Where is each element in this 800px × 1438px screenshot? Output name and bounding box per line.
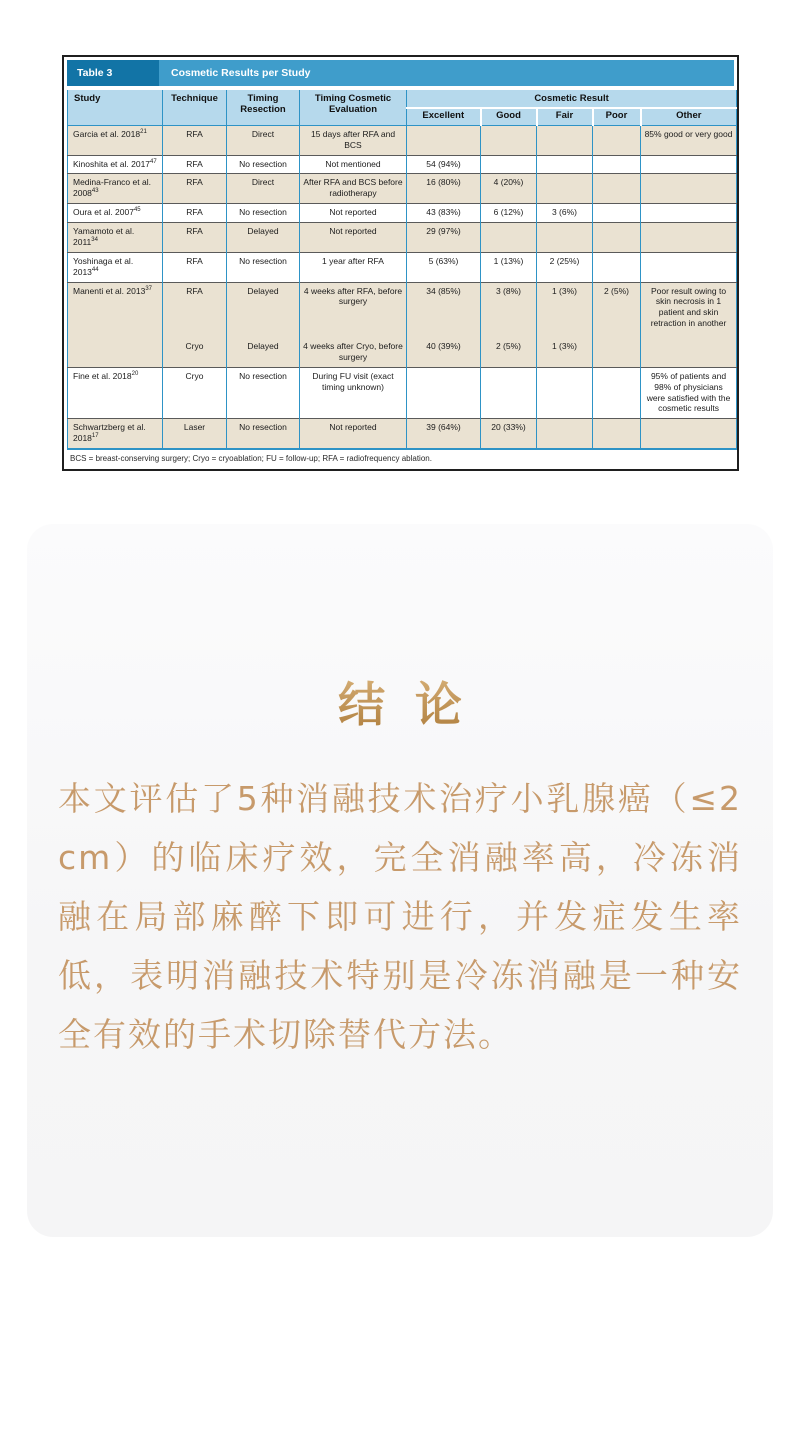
table-cell: Kinoshita et al. 2017$^{47}$	[68, 155, 163, 174]
table-title: Cosmetic Results per Study	[159, 60, 734, 86]
table-cell: Garcia et al. 2018$^{21}$	[68, 125, 163, 155]
table-cell: 54 (94%)	[407, 155, 481, 174]
table-header	[68, 90, 737, 125]
table-cell	[593, 338, 641, 367]
table-cell: No resection	[227, 204, 300, 223]
table-cell: RFA	[163, 125, 227, 155]
table-cell: 6 (12%)	[481, 204, 537, 223]
table-cell	[593, 174, 641, 204]
col-header-timing-evaluation: Timing Cosmetic Evaluation	[300, 90, 407, 125]
table-cell: RFA	[163, 155, 227, 174]
table-cell	[537, 419, 593, 449]
table-cell: Fine et al. 2018$^{20}$	[68, 367, 163, 419]
col-header-good: Good	[481, 108, 537, 125]
table-cell: During FU visit (exact timing unknown)	[300, 367, 407, 419]
table-cell: RFA	[163, 223, 227, 253]
table-cell: Medina-Franco et al. 2008$^{43}$	[68, 174, 163, 204]
table-cell: 15 days after RFA and BCS	[300, 125, 407, 155]
table-cell: 40 (39%)	[407, 338, 481, 367]
table-cell: Oura et al. 2007$^{45}$	[68, 204, 163, 223]
table-cell	[593, 419, 641, 449]
table-cell	[481, 223, 537, 253]
table-cell	[593, 367, 641, 419]
table-number-label: Table 3	[67, 60, 159, 86]
table-cell: Not reported	[300, 204, 407, 223]
reference-superscript: 21	[140, 129, 147, 136]
table-cell: No resection	[227, 419, 300, 449]
table-cell	[537, 125, 593, 155]
table-row	[68, 155, 737, 174]
table-cell	[481, 367, 537, 419]
table-cell: 39 (64%)	[407, 419, 481, 449]
table-cell	[537, 174, 593, 204]
table-cell: Schwartzberg et al. 2018$^{17}$	[68, 419, 163, 449]
table-cell: Manenti et al. 2013$^{37}$	[68, 282, 163, 367]
table-cell: Poor result owing to skin necrosis in 1 patient and skin retraction in another	[641, 282, 737, 367]
table-cell: Cryo	[163, 338, 227, 367]
table-row	[68, 125, 737, 155]
col-header-timing-resection: Timing Resection	[227, 90, 300, 125]
table-row	[68, 204, 737, 223]
col-header-fair: Fair	[537, 108, 593, 125]
table-cell: No resection	[227, 367, 300, 419]
table-row	[68, 174, 737, 204]
table-cell: RFA	[163, 204, 227, 223]
table-cell: 85% good or very good	[641, 125, 737, 155]
table-row	[68, 282, 737, 338]
table-cell: Delayed	[227, 223, 300, 253]
table-cell	[641, 223, 737, 253]
table-cell: 20 (33%)	[481, 419, 537, 449]
table-cell: 2 (5%)	[481, 338, 537, 367]
table-cell: 2 (25%)	[537, 252, 593, 282]
table-cell: RFA	[163, 174, 227, 204]
table-cell: After RFA and BCS before radiotherapy	[300, 174, 407, 204]
table-cell	[407, 367, 481, 419]
table-cell: 29 (97%)	[407, 223, 481, 253]
table-footnote: BCS = breast-conserving surgery; Cryo = cryoablation; FU = follow-up; RFA = radiofrequency ablation.	[70, 454, 432, 464]
table-cell: 1 (13%)	[481, 252, 537, 282]
table-cell	[593, 252, 641, 282]
table-cell: 4 (20%)	[481, 174, 537, 204]
table-cell: Direct	[227, 174, 300, 204]
table-cell	[481, 125, 537, 155]
table-cell: 16 (80%)	[407, 174, 481, 204]
conclusion-heading: 结 论	[0, 668, 800, 735]
col-header-other: Other	[641, 108, 737, 125]
table-cell: No resection	[227, 252, 300, 282]
table-row	[68, 223, 737, 253]
table-cell: RFA	[163, 252, 227, 282]
table-row	[68, 419, 737, 449]
table-row	[68, 338, 737, 367]
table-cell: Not mentioned	[300, 155, 407, 174]
table-cell: Direct	[227, 125, 300, 155]
table-cell: Yamamoto et al. 2011$^{34}$	[68, 223, 163, 253]
table-cell: 1 (3%)	[537, 282, 593, 338]
table-cell: RFA	[163, 282, 227, 338]
table-row	[68, 367, 737, 419]
reference-superscript: 20	[131, 371, 139, 378]
reference-superscript: 44	[91, 266, 99, 273]
table-cell: 95% of patients and 98% of physicians were satisfied with the cosmetic results	[641, 367, 737, 419]
table-body	[68, 125, 737, 449]
study-table-frame	[62, 55, 739, 471]
table-cell	[641, 174, 737, 204]
table-cell	[537, 155, 593, 174]
table-cell: Yoshinaga et al. 2013$^{44}$	[68, 252, 163, 282]
table-cell	[641, 419, 737, 449]
table-cell: 5 (63%)	[407, 252, 481, 282]
table-cell	[593, 223, 641, 253]
table-cell	[537, 223, 593, 253]
reference-superscript: 47	[150, 158, 157, 165]
reference-superscript: 43	[91, 188, 99, 195]
col-header-cosmetic-result: Cosmetic Result	[407, 90, 737, 108]
table-cell	[537, 367, 593, 419]
conclusion-paragraph: 本文评估了5种消融技术治疗小乳腺癌（≤2 cm）的临床疗效，完全消融率高，冷冻消融在局部麻醉下即可进行，并发症发生率低，表明消融技术特别是冷冻消融是一种安全有效的手术切除替代方法。	[58, 779, 742, 1054]
table-cell: 4 weeks after RFA, before surgery	[300, 282, 407, 338]
table-cell: 1 (3%)	[537, 338, 593, 367]
table-cell: Delayed	[227, 282, 300, 338]
table-cell: 3 (6%)	[537, 204, 593, 223]
table-cell: Cryo	[163, 367, 227, 419]
table-cell	[641, 204, 737, 223]
table-cell: 4 weeks after Cryo, before surgery	[300, 338, 407, 367]
table-cell: Not reported	[300, 223, 407, 253]
table-cell: Laser	[163, 419, 227, 449]
col-header-study: Study	[68, 90, 163, 125]
reference-superscript: 45	[133, 207, 141, 214]
col-header-technique: Technique	[163, 90, 227, 125]
table-cell	[481, 155, 537, 174]
table-cell: 2 (5%)	[593, 282, 641, 338]
table-cell	[593, 204, 641, 223]
reference-superscript: 17	[91, 433, 99, 440]
table-cell: 1 year after RFA	[300, 252, 407, 282]
table-cell	[593, 125, 641, 155]
reference-superscript: 34	[91, 237, 98, 244]
cosmetic-results-table	[67, 90, 737, 450]
col-header-excellent: Excellent	[407, 108, 481, 125]
table-cell	[641, 252, 737, 282]
table-cell	[641, 155, 737, 174]
col-header-poor: Poor	[593, 108, 641, 125]
table-cell: 3 (8%)	[481, 282, 537, 338]
table-title-band	[67, 60, 734, 86]
table-cell: Delayed	[227, 338, 300, 367]
table-cell: Not reported	[300, 419, 407, 449]
table-cell	[593, 155, 641, 174]
reference-superscript: 37	[145, 285, 152, 292]
table-cell: 34 (85%)	[407, 282, 481, 338]
table-cell	[407, 125, 481, 155]
table-row	[68, 252, 737, 282]
table-cell: No resection	[227, 155, 300, 174]
table-cell: 43 (83%)	[407, 204, 481, 223]
